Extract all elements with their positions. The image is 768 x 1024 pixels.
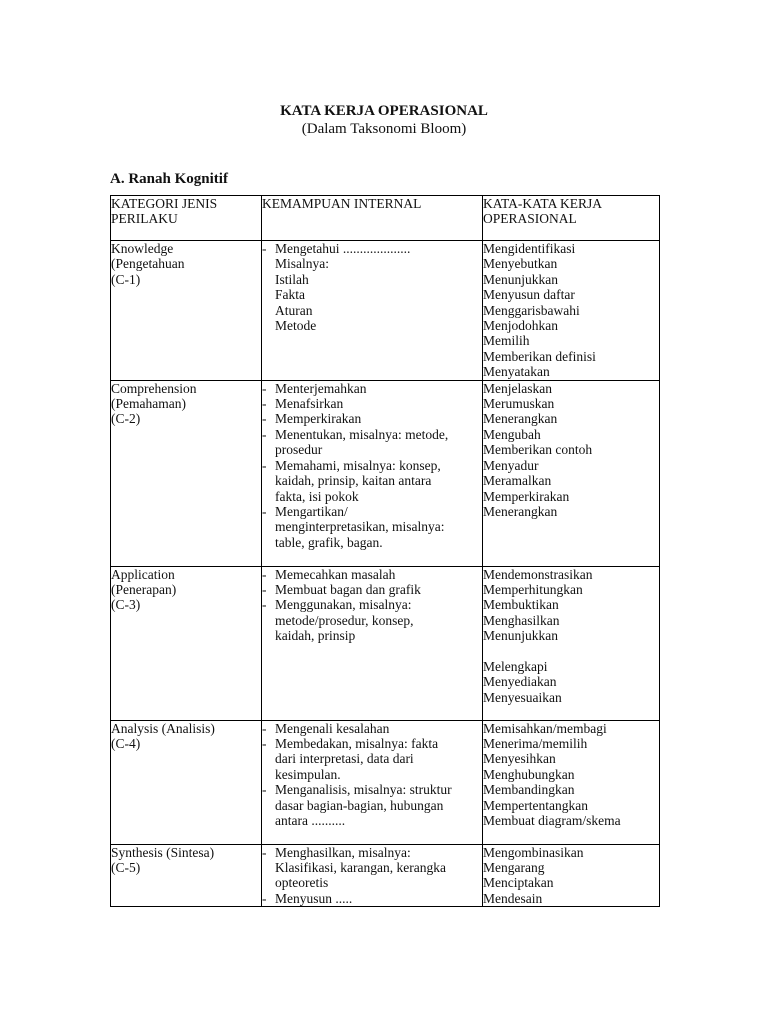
category-line: (Pengetahuan	[111, 256, 185, 272]
ability-list	[262, 381, 482, 550]
verb-item: Menunjukkan	[483, 628, 558, 644]
verbs-cell	[483, 720, 660, 844]
verb-item: Menghubungkan	[483, 766, 575, 782]
ability-line: - Memecahkan masalah	[275, 566, 396, 582]
category-cell	[111, 844, 262, 907]
ability-line: - Memahami, misalnya: konsep,	[275, 457, 441, 473]
document-title: KATA KERJA OPERASIONAL	[280, 103, 488, 119]
ability-cell	[262, 566, 483, 720]
verbs-cell	[483, 380, 660, 566]
table-row	[111, 720, 660, 844]
verb-item	[483, 644, 659, 659]
verb-item: Mengubah	[483, 426, 541, 442]
ability-line: prosedur	[275, 442, 323, 458]
category-line: (C-5)	[111, 860, 141, 876]
category-line: Application	[111, 566, 175, 582]
ability-item	[262, 411, 482, 426]
ability-line: Aturan	[275, 302, 313, 318]
ability-list	[262, 241, 482, 333]
table-row	[111, 241, 660, 381]
verb-item: Membuat diagram/skema	[483, 813, 621, 829]
ability-list	[262, 567, 482, 644]
verb-item: Menciptakan	[483, 875, 554, 891]
ability-line: Metode	[275, 318, 317, 334]
verb-item: Mengombinasikan	[483, 844, 584, 860]
table-row	[111, 566, 660, 720]
verb-item: Menerima/memilih	[483, 736, 588, 752]
verb-item: Menjodohkan	[483, 318, 558, 334]
verbs-cell	[483, 241, 660, 381]
verb-item: Mengidentifikasi	[483, 241, 576, 256]
verb-item: Menyatakan	[483, 364, 550, 380]
verb-item: Menyesihkan	[483, 751, 556, 767]
ability-item	[262, 597, 482, 643]
verb-item: Menyadur	[483, 457, 539, 473]
bloom-taxonomy-table	[110, 195, 660, 907]
header-line: KEMAMPUAN INTERNAL	[262, 196, 422, 211]
ability-item	[262, 256, 482, 333]
table-row	[111, 844, 660, 907]
ability-item	[262, 396, 482, 411]
table-header-row	[111, 196, 660, 241]
verb-item: Menggarisbawahi	[483, 302, 580, 318]
verb-item: Menyebutkan	[483, 256, 558, 272]
ability-line: - Menentukan, misalnya: metode,	[275, 426, 449, 442]
verb-item: Menerangkan	[483, 411, 558, 427]
category-line: (C-4)	[111, 736, 141, 752]
ability-list	[262, 721, 482, 829]
ability-line: Fakta	[275, 287, 305, 303]
verb-item: Menerangkan	[483, 503, 558, 519]
category-line: (C-2)	[111, 411, 141, 427]
ability-item	[262, 458, 482, 504]
ability-line: - Mengenali kesalahan	[275, 720, 390, 736]
ability-cell	[262, 720, 483, 844]
ability-item	[262, 891, 482, 906]
ability-line: kesimpulan.	[275, 766, 341, 782]
ability-line: - Membedakan, misalnya: fakta	[275, 736, 439, 752]
header-line: KATEGORI JENIS	[111, 196, 218, 211]
verb-item: Memisahkan/membagi	[483, 720, 607, 736]
category-line: Analysis (Analisis)	[111, 720, 215, 736]
header-line: PERILAKU	[111, 211, 178, 227]
header-ability	[262, 196, 483, 241]
ability-line: table, grafik, bagan.	[275, 534, 383, 550]
ability-line: menginterpretasikan, misalnya:	[275, 519, 445, 535]
section-heading: A. Ranah Kognitif	[110, 171, 228, 187]
ability-line: fakta, isi pokok	[275, 488, 359, 504]
category-line: Knowledge	[111, 241, 174, 256]
header-verbs	[483, 196, 660, 241]
ability-line: - Membuat bagan dan grafik	[275, 582, 421, 598]
verb-item: Menunjukkan	[483, 271, 558, 287]
ability-line: Misalnya:	[275, 256, 329, 272]
ability-line: - Mengartikan/	[275, 503, 348, 519]
ability-line: antara ..........	[275, 813, 346, 829]
ability-line: kaidah, prinsip	[275, 628, 356, 644]
ability-line: metode/prosedur, konsep,	[275, 612, 414, 628]
verb-item: Memperhitungkan	[483, 582, 583, 598]
verb-item: Menyediakan	[483, 674, 557, 690]
category-cell	[111, 241, 262, 381]
ability-list	[262, 845, 482, 907]
ability-item	[262, 381, 482, 396]
ability-line: dari interpretasi, data dari	[275, 751, 414, 767]
ability-item	[262, 241, 482, 256]
category-cell	[111, 566, 262, 720]
verb-item: Menjelaskan	[483, 380, 552, 396]
ability-cell	[262, 241, 483, 381]
ability-cell	[262, 380, 483, 566]
verb-item: Mengarang	[483, 860, 545, 876]
category-line: Synthesis (Sintesa)	[111, 844, 215, 860]
verb-item: Menyesuaikan	[483, 689, 562, 705]
ability-line: opteoretis	[275, 875, 329, 891]
ability-item	[262, 582, 482, 597]
verbs-cell	[483, 844, 660, 907]
ability-item	[262, 721, 482, 736]
ability-item	[262, 504, 482, 550]
ability-line: - Menafsirkan	[275, 396, 344, 412]
verb-item: Mempertentangkan	[483, 797, 588, 813]
category-cell	[111, 720, 262, 844]
header-line: OPERASIONAL	[483, 211, 577, 227]
verb-item: Membandingkan	[483, 782, 575, 798]
ability-line: - Mengetahui ....................	[275, 241, 411, 256]
ability-item	[262, 845, 482, 891]
verb-item: Melengkapi	[483, 659, 548, 675]
category-line: (C-1)	[111, 271, 141, 287]
table-row	[111, 380, 660, 566]
ability-line: Klasifikasi, karangan, kerangka	[275, 860, 446, 876]
ability-line: - Menyusun .....	[275, 890, 353, 906]
verb-item: Memperkirakan	[483, 488, 570, 504]
header-category	[111, 196, 262, 241]
verb-item: Mendesain	[483, 890, 543, 906]
verb-item: Mendemonstrasikan	[483, 566, 593, 582]
ability-line: dasar bagian-bagian, hubungan	[275, 797, 444, 813]
verb-item: Menghasilkan	[483, 612, 560, 628]
table-body	[111, 241, 660, 907]
category-line: Comprehension	[111, 380, 197, 396]
ability-line: - Menggunakan, misalnya:	[275, 597, 412, 613]
ability-line: - Menganalisis, misalnya: struktur	[275, 782, 452, 798]
category-line: (Penerapan)	[111, 582, 177, 598]
ability-line: Istilah	[275, 271, 309, 287]
ability-cell	[262, 844, 483, 907]
verb-item: Membuktikan	[483, 597, 559, 613]
verb-item: Meramalkan	[483, 473, 552, 489]
verb-item: Memilih	[483, 333, 530, 349]
ability-line: - Menterjemahkan	[275, 380, 367, 396]
verb-item: Memberikan contoh	[483, 442, 593, 458]
verb-item: Memberikan definisi	[483, 348, 596, 364]
ability-item	[262, 427, 482, 458]
ability-line: kaidah, prinsip, kaitan antara	[275, 473, 432, 489]
ability-item	[262, 736, 482, 782]
verb-item: Menyusun daftar	[483, 287, 575, 303]
verb-item: Merumuskan	[483, 396, 555, 412]
category-cell	[111, 380, 262, 566]
category-line: (Pemahaman)	[111, 396, 186, 412]
ability-line: - Memperkirakan	[275, 411, 362, 427]
ability-line: - Menghasilkan, misalnya:	[275, 844, 411, 860]
document-subtitle: (Dalam Taksonomi Bloom)	[301, 121, 467, 137]
ability-item	[262, 782, 482, 828]
header-line: KATA-KATA KERJA	[483, 196, 602, 211]
category-line: (C-3)	[111, 597, 141, 613]
ability-item	[262, 567, 482, 582]
verbs-cell	[483, 566, 660, 720]
